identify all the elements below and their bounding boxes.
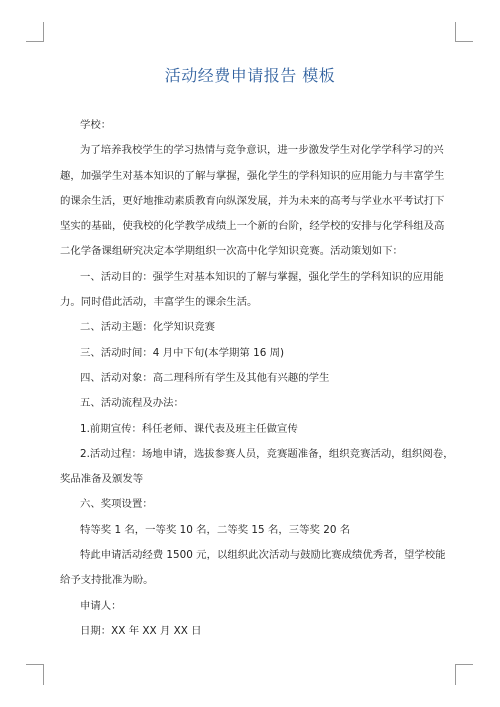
date-label: 日期：XX 年 XX 月 XX 日 xyxy=(80,624,202,637)
section-process: 五、活动流程及办法： xyxy=(80,397,184,410)
crop-mark-bottom-left xyxy=(26,664,44,686)
process-item-2: 2.活动过程：场地申请，选拔参赛人员，竞赛题准备，组织竞赛活动，组织阅卷， xyxy=(80,447,454,460)
paragraph-line: 奖品准备及颁发等 xyxy=(60,473,144,486)
paragraph-line: 的课余生活，更好地推动素质教育向纵深发展，并为未来的高考与学业水平考试打下 xyxy=(60,194,445,207)
awards-detail: 特等奖 1 名，一等奖 10 名，二等奖 15 名，三等奖 20 名 xyxy=(80,523,351,536)
crop-mark-top-right xyxy=(455,22,473,42)
paragraph-line: 为了培养我校学生的学习热情与竞争意识，进一步激发学生对化学学科学习的兴 xyxy=(80,144,444,157)
paragraph-line: 趣，加强学生对基本知识的了解与掌握，强化学生的学科知识的应用能力与丰富学生 xyxy=(60,169,445,182)
section-theme: 二、活动主题：化学知识竞赛 xyxy=(80,321,216,334)
paragraph-line: 给予支持批准为盼。 xyxy=(60,574,154,587)
applicant-label: 申请人： xyxy=(80,599,122,612)
section-awards: 六、奖项设置： xyxy=(80,498,153,511)
process-item-1: 1.前期宣传：科任老师、课代表及班主任做宣传 xyxy=(80,422,298,435)
section-purpose: 一、活动目的：强学生对基本知识的了解与掌握，强化学生的学科知识的应用能 xyxy=(80,270,444,283)
paragraph-line: 坚实的基础，使我校的化学教学成绩上一个新的台阶，经学校的安排与化学科组及高 xyxy=(60,220,445,233)
section-time: 三、活动时间：4 月中下旬(本学期第 16 周) xyxy=(80,346,285,359)
funding-request: 特此申请活动经费 1500 元，以组织此次活动与鼓励比赛成绩优秀者，望学校能 xyxy=(80,549,446,562)
paragraph-line: 二化学备课组研究决定本学期组织一次高中化学知识竞赛。活动策划如下： xyxy=(60,245,403,258)
paragraph-line: 力。同时借此活动，丰富学生的课余生活。 xyxy=(60,296,258,309)
section-audience: 四、活动对象：高二理科所有学生及其他有兴趣的学生 xyxy=(80,371,330,384)
document-title: 活动经费申请报告 模板 xyxy=(164,66,336,85)
crop-mark-top-left xyxy=(26,22,44,42)
salutation: 学校： xyxy=(80,119,112,131)
crop-mark-bottom-right xyxy=(455,664,473,686)
document-body xyxy=(60,113,454,644)
